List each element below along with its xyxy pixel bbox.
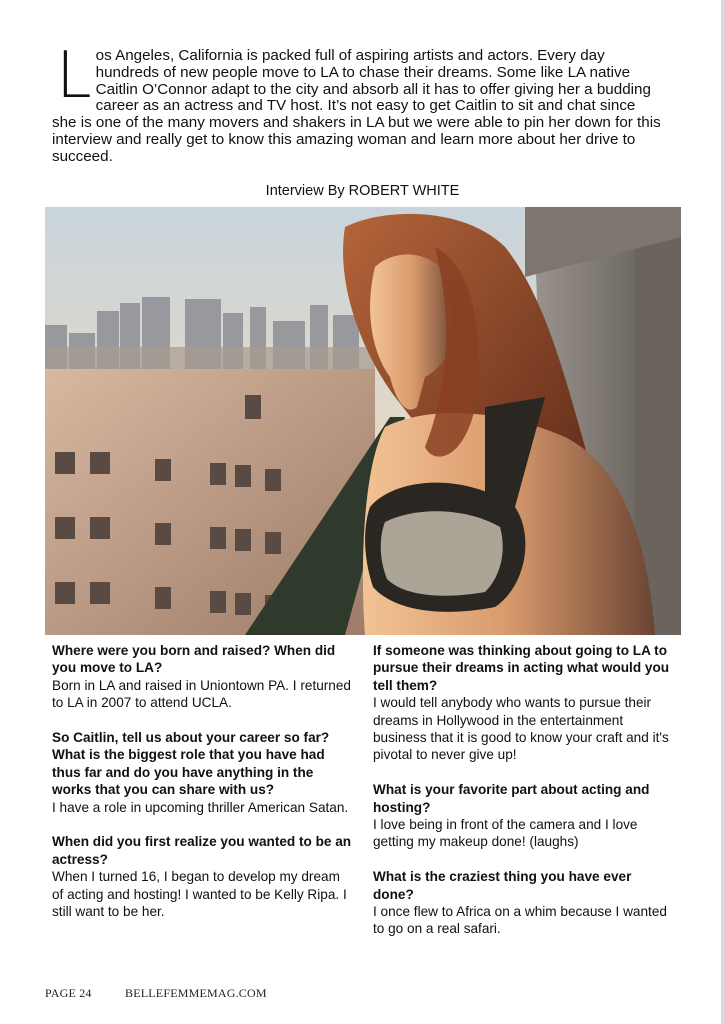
page-edge [721, 0, 725, 1024]
intro-paragraph [52, 39, 664, 166]
qa-column-left [52, 642, 352, 938]
answer: I once flew to Africa on a whim because I wanted to go on a real safari. [373, 904, 667, 937]
interview-credit: Interview By ROBERT WHITE [265, 183, 460, 199]
answer: I would tell anybody who wants to pursue their dreams in Hollywood in the entertainment business that it is good to know your craft and it's pivotal to never give up! [373, 695, 669, 763]
question: When did you first realize you wanted to be an actress? [52, 834, 352, 867]
question: If someone was thinking about going to LA to pursue their dreams in acting what would you tell them? [373, 643, 670, 693]
site-link[interactable]: BELLEFEMMEMAG.COM [125, 986, 267, 1000]
question: What is your favorite part about acting and hosting? [373, 782, 650, 815]
question: What is the craziest thing you have ever done? [373, 869, 632, 902]
drop-cap: L [56, 39, 92, 113]
intro-text: os Angeles, California is packed full of aspiring artists and actors. Every day hundreds of new people move to LA to chase their dreams. Some like LA native Caitlin O’Connor adapt to the city and absorb all it has to offer giving her a budding career as an actress and TV host. It’s not easy to get Caitlin to sit and chat since she is one of the many movers and shakers in LA but we were able to pin her down for this interview and really get to know this amazing woman and learn more about her drive to succeed. [52, 47, 661, 165]
answer: When I turned 16, I began to develop my dream of acting and hosting! I wanted to be Kelly Ripa. I still want to be her. [52, 869, 347, 920]
page-number: PAGE 24 [45, 986, 92, 1000]
question: So Caitlin, tell us about your career so far? What is the biggest role that you have had thus far and do you have anything in the works that you can share with us? [52, 730, 330, 798]
feature-photo [45, 207, 681, 635]
question: Where were you born and raised? When did you move to LA? [52, 643, 336, 676]
answer: Born in LA and raised in Uniontown PA. I returned to LA in 2007 to attend UCLA. [52, 677, 351, 711]
qa-column-right [373, 642, 673, 955]
answer: I have a role in upcoming thriller American Satan. [52, 799, 349, 815]
answer: I love being in front of the camera and I love getting my makeup done! (laughs) [373, 817, 638, 850]
